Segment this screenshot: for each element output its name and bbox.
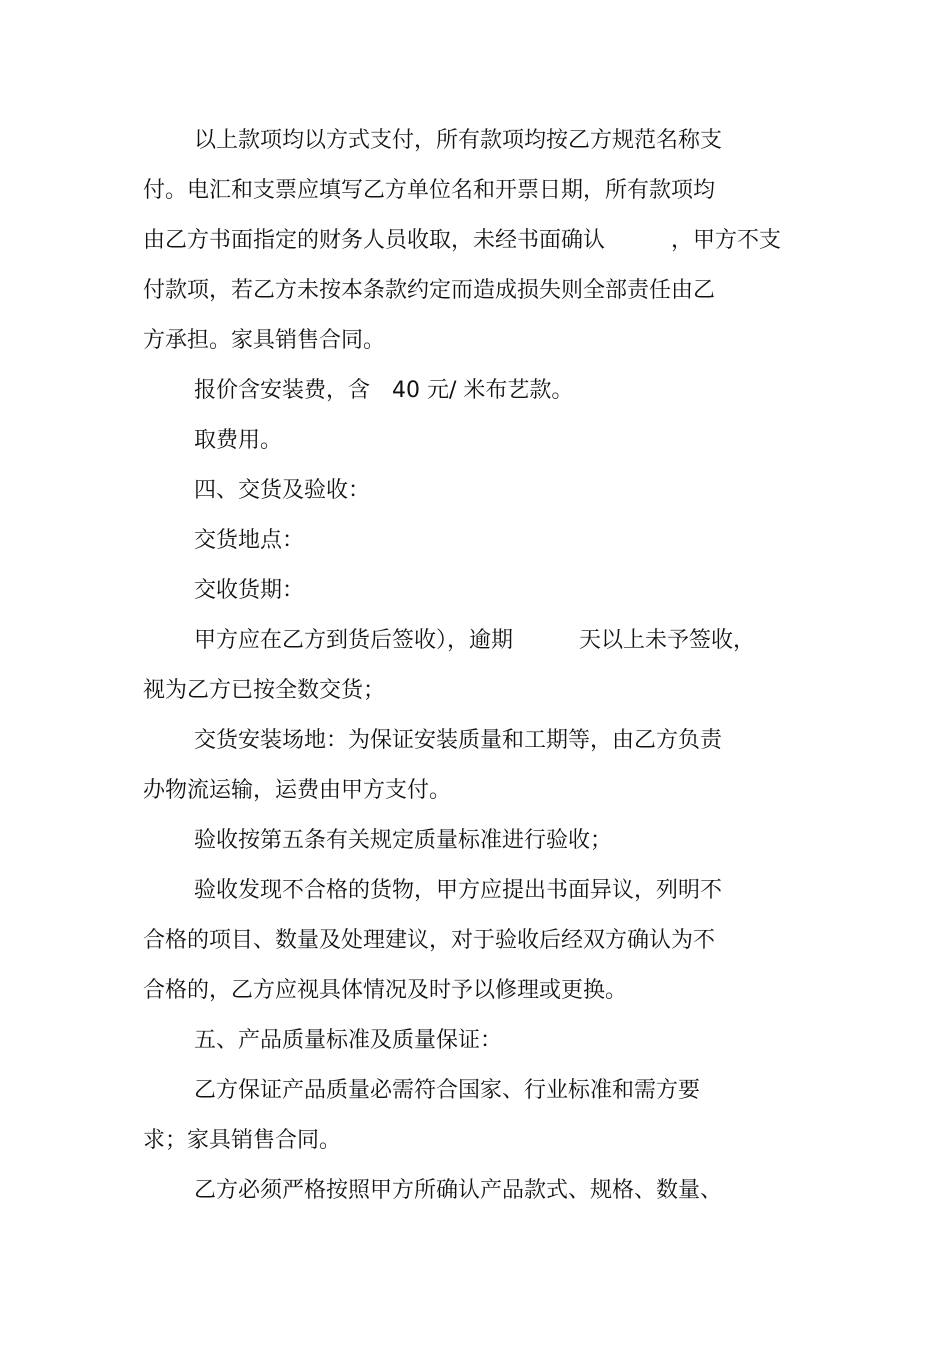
text-line: 付。电汇和支票应填写乙方单位名和开票日期，所有款项均	[143, 178, 716, 203]
text-line: 取费用。	[194, 428, 283, 453]
text-line: 交收货期：	[194, 578, 305, 603]
section-heading: 五、产品质量标准及质量保证：	[194, 1028, 503, 1053]
text-line: 以上款项均以方式支付，所有款项均按乙方规范名称支	[194, 128, 723, 153]
text-line: 付款项，若乙方未按本条款约定而造成损失则全部责任由乙	[143, 278, 716, 303]
text-line: 报价含安装费，含 40 元/ 米布艺款。	[194, 378, 574, 403]
text-line: 办物流运输，运费由甲方支付。	[143, 778, 452, 803]
text-line: 验收按第五条有关规定质量标准进行验收；	[194, 828, 613, 853]
text-line: 方承担。家具销售合同。	[143, 328, 386, 353]
text-line: 交货安装场地：为保证安装质量和工期等，由乙方负责	[194, 728, 723, 753]
text-line: 合格的，乙方应视具体情况及时予以修理或更换。	[143, 978, 628, 1003]
section-heading: 四、交货及验收：	[194, 478, 371, 503]
text-line: 乙方保证产品质量必需符合国家、行业标准和需方要	[194, 1078, 701, 1103]
text-line: 求；家具销售合同。	[143, 1128, 342, 1153]
text-line: 甲方应在乙方到货后签收），逾期 天以上未予签收，	[194, 628, 756, 653]
text-line: 合格的项目、数量及处理建议，对于验收后经双方确认为不	[143, 928, 716, 953]
text-line: 交货地点：	[194, 528, 305, 553]
text-line: 由乙方书面指定的财务人员收取，未经书面确认 ，甲方不支	[143, 228, 782, 253]
text-line: 验收发现不合格的货物，甲方应提出书面异议，列明不	[194, 878, 723, 903]
text-line: 乙方必须严格按照甲方所确认产品款式、规格、数量、	[194, 1178, 723, 1203]
text-line: 视为乙方已按全数交货；	[143, 678, 386, 703]
